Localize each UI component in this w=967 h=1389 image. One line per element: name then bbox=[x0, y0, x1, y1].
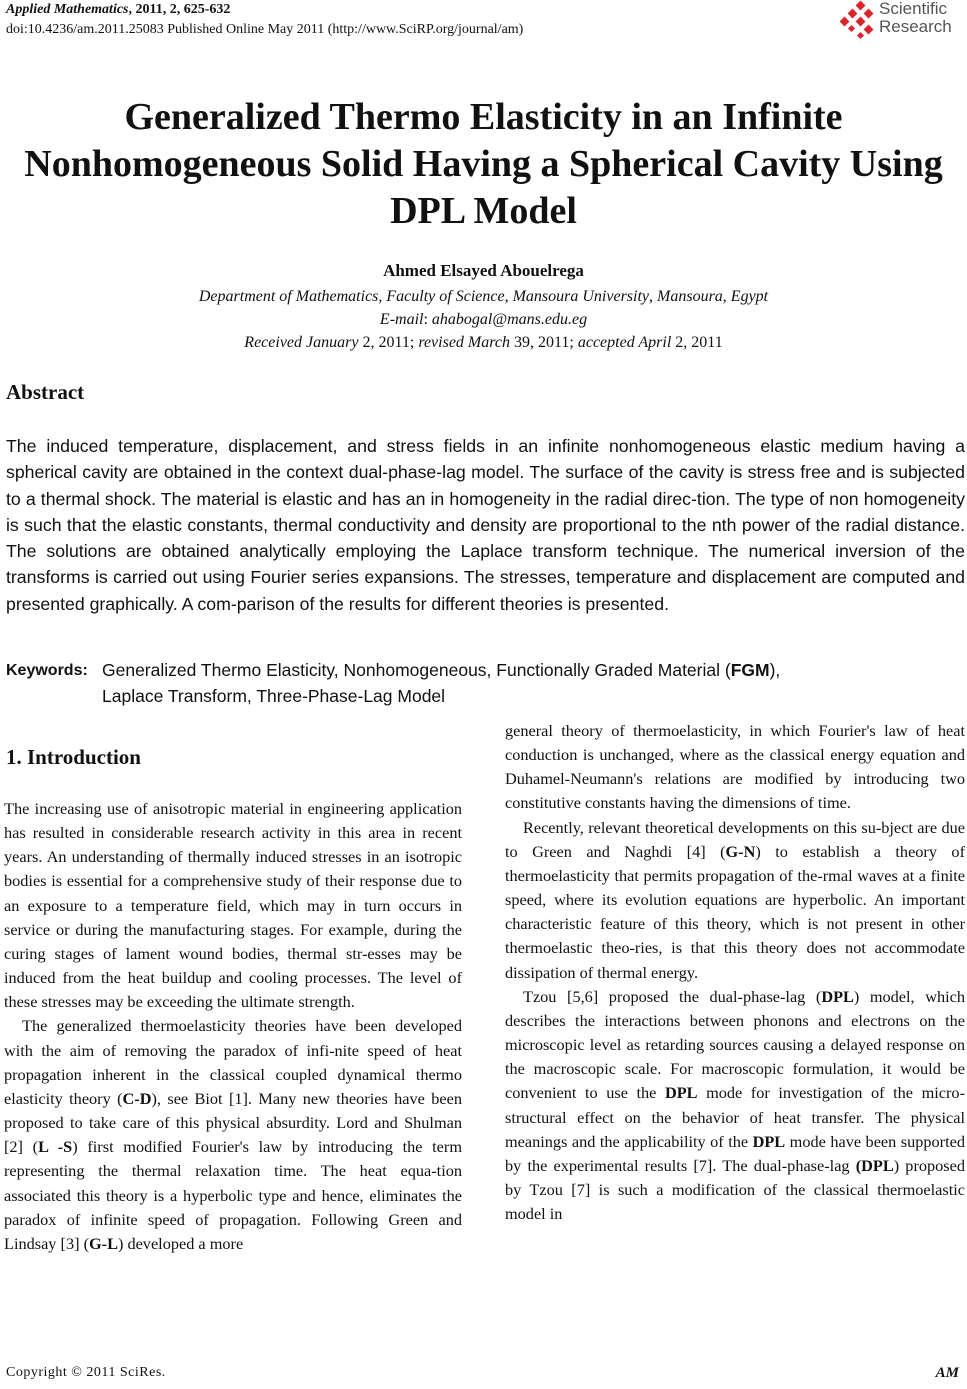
affiliation: Department of Mathematics, Faculty of Science, Mansoura University, Mansoura, Egypt bbox=[198, 288, 769, 305]
author-name: Ahmed Elsayed Abouelrega bbox=[383, 261, 584, 280]
received-label: Received January bbox=[244, 334, 359, 351]
journal-info: , 2011, 2, 625-632 bbox=[128, 2, 231, 17]
logo-text bbox=[879, 0, 952, 36]
scirp-logo-icon bbox=[839, 0, 879, 44]
journal-header bbox=[6, 2, 230, 18]
accepted-date: 2, 2011 bbox=[671, 334, 723, 351]
keywords-line-2: Laplace Transform, Three-Phase-Lag Model bbox=[102, 686, 446, 706]
bold-abbrev: G-N bbox=[725, 841, 756, 861]
email-label: E-mail bbox=[379, 311, 424, 328]
right-column bbox=[505, 719, 965, 1226]
keywords-text-2: ), bbox=[769, 660, 781, 680]
text-run: ), see Biot [1]. Many new theories have been proposed to take care of this physical absurdity. Lord and Shulman [2] ( bbox=[4, 1088, 462, 1157]
footer-copyright: Copyright © 2011 SciRes. bbox=[6, 1365, 166, 1380]
intro-paragraph-1: The increasing use of anisotropic material in engineering application has resulted in considerable research activity in this area in recent years. An understanding of thermally induced stresses in an isotropic bodies is essential for a comprehensive study of their response due to an exposure to a temperature field, which may in turn occurs in service or during the manufacturing stages. For example, during the curing stages of lament wound bodies, thermal str-esses may be induced from the heat buildup and cooling processes. The level of these stresses may be exceeding the ultimate strength. bbox=[4, 799, 462, 1012]
keywords-line-1 bbox=[102, 660, 780, 681]
affiliation-university: Mansoura University bbox=[512, 288, 650, 305]
affiliation-country: Egypt bbox=[730, 288, 769, 305]
text-run: ) proposed by Tzou [7] is such a modification of the classical thermoelastic model in bbox=[505, 1155, 965, 1224]
abstract-text: The induced temperature, displacement, and stress fields in an infinite nonhomogeneous elastic medium having a spherical cavity are obtained in the context dual-phase-lag model. The surface of the cavity is stress free and is subjected to a thermal shock. The material is elastic and has an in homogeneity in the radial direc-tion. The type of non homogeneity is such that the elastic constants, thermal conductivity and density are proportional to the nth power of the radial distance. The solutions are obtained analytically employing the Laplace transform technique. The numerical inversion of the transforms is carried out using Fourier series expansions. The stresses, temperature and displacement are computed and presented graphically. A com-parison of the results for different theories is presented. bbox=[6, 436, 965, 614]
revised-label: revised March bbox=[418, 334, 510, 351]
bold-abbrev: C-D bbox=[122, 1088, 152, 1108]
left-column bbox=[4, 797, 462, 1256]
intro-paragraph-3: general theory of thermoelasticity, in which Fourier's law of heat conduction is unchanged, where as the classical energy equation and Duhamel-Neumann's relations are modified by introducing two constitutive constants having the dimensions of time. bbox=[505, 721, 965, 813]
bold-abbrev: DPL bbox=[821, 986, 854, 1006]
text-run: Recently, relevant theoretical developments on this su-bject are due to Green and Naghdi [4] ( bbox=[505, 817, 965, 861]
logo-line-2: Research bbox=[879, 17, 952, 36]
journal-name: Applied Mathematics bbox=[6, 2, 129, 17]
doi-line: doi:10.4236/am.2011.25083 Published Online May 2011 (http://www.SciRP.org/journal/am) bbox=[6, 22, 524, 37]
abstract-heading: Abstract bbox=[6, 380, 85, 404]
keywords-label: Keywords: bbox=[6, 662, 88, 679]
logo-line-1: Scientific bbox=[879, 0, 948, 18]
text-run: Tzou [5,6] proposed the dual-phase-lag ( bbox=[523, 986, 822, 1006]
text-run: ) developed a more bbox=[117, 1233, 244, 1253]
text-run: ) to establish a theory of thermoelasticity that permits propagation of the-rmal waves at a finite speed, where its evolution equations are hyperbolic. An important characteristic feature of this theory, which is not present in other thermoelastic theo-ries, is that this theory does not accommodate dissipation of thermal energy. bbox=[505, 841, 965, 982]
dates-line bbox=[0, 334, 967, 352]
bold-abbrev: (DPL bbox=[855, 1155, 894, 1175]
text-run: mode for investigation of the micro-structural effect on the behavior of heat transfer. The physical meanings and the applicability of the bbox=[505, 1083, 965, 1151]
intro-paragraph-4 bbox=[505, 816, 965, 985]
bold-abbrev: L -S bbox=[38, 1137, 73, 1157]
paper-title: Generalized Thermo Elasticity in an Infinite Nonhomogeneous Solid Having a Spherical Cavity Using DPL Model bbox=[24, 96, 943, 232]
publisher-logo bbox=[839, 0, 959, 44]
keyword-fgm: FGM bbox=[730, 660, 770, 680]
affiliation-city: Mansoura bbox=[657, 288, 723, 305]
keywords-text-1: Generalized Thermo Elasticity, Nonhomogeneous, Functionally Graded Material ( bbox=[102, 660, 731, 680]
footer-journal-abbr: AM bbox=[935, 1365, 959, 1381]
bold-abbrev: DPL bbox=[752, 1131, 786, 1151]
received-date: 2, 2011; bbox=[358, 334, 419, 351]
email-address[interactable]: ahabogal@mans.edu.eg bbox=[431, 311, 588, 328]
intro-paragraph-5 bbox=[505, 985, 965, 1227]
text-run: The generalized thermoelasticity theories have been developed with the aim of removing the paradox of infi-nite speed of heat propagation inherent in the classical coupled dynamical thermo elasticity theory ( bbox=[4, 1016, 462, 1108]
bold-abbrev: DPL bbox=[664, 1083, 698, 1103]
email-line: E-mail: ahabogal@mans.edu.eg bbox=[379, 311, 588, 328]
text-run: mode have been supported by the experimental results [7]. The dual-phase-lag bbox=[505, 1131, 965, 1175]
accepted-label: accepted April bbox=[577, 334, 672, 351]
affiliation-department: Department of Mathematics bbox=[198, 288, 379, 305]
revised-date: 39, 2011; bbox=[509, 334, 578, 351]
section-heading: 1. Introduction bbox=[6, 745, 141, 769]
text-run: ) model, which describes the interactions between phonons and electrons on the microscopic level as retarding sources causing a delayed response on the macroscopic scale. For macroscopic formulation, it would be convenient to use the bbox=[505, 986, 965, 1103]
bold-abbrev: G-L bbox=[89, 1233, 118, 1253]
text-run: ) first modified Fourier's law by introducing the term representing the thermal relaxation time. The heat equa-tion associated this theory is a hyperbolic type and hence, eliminates the paradox of infinite speed of propagation. Following Green and Lindsay [3] ( bbox=[4, 1137, 462, 1253]
affiliation-faculty: Faculty of Science bbox=[386, 288, 505, 305]
intro-paragraph-2 bbox=[4, 1014, 462, 1256]
